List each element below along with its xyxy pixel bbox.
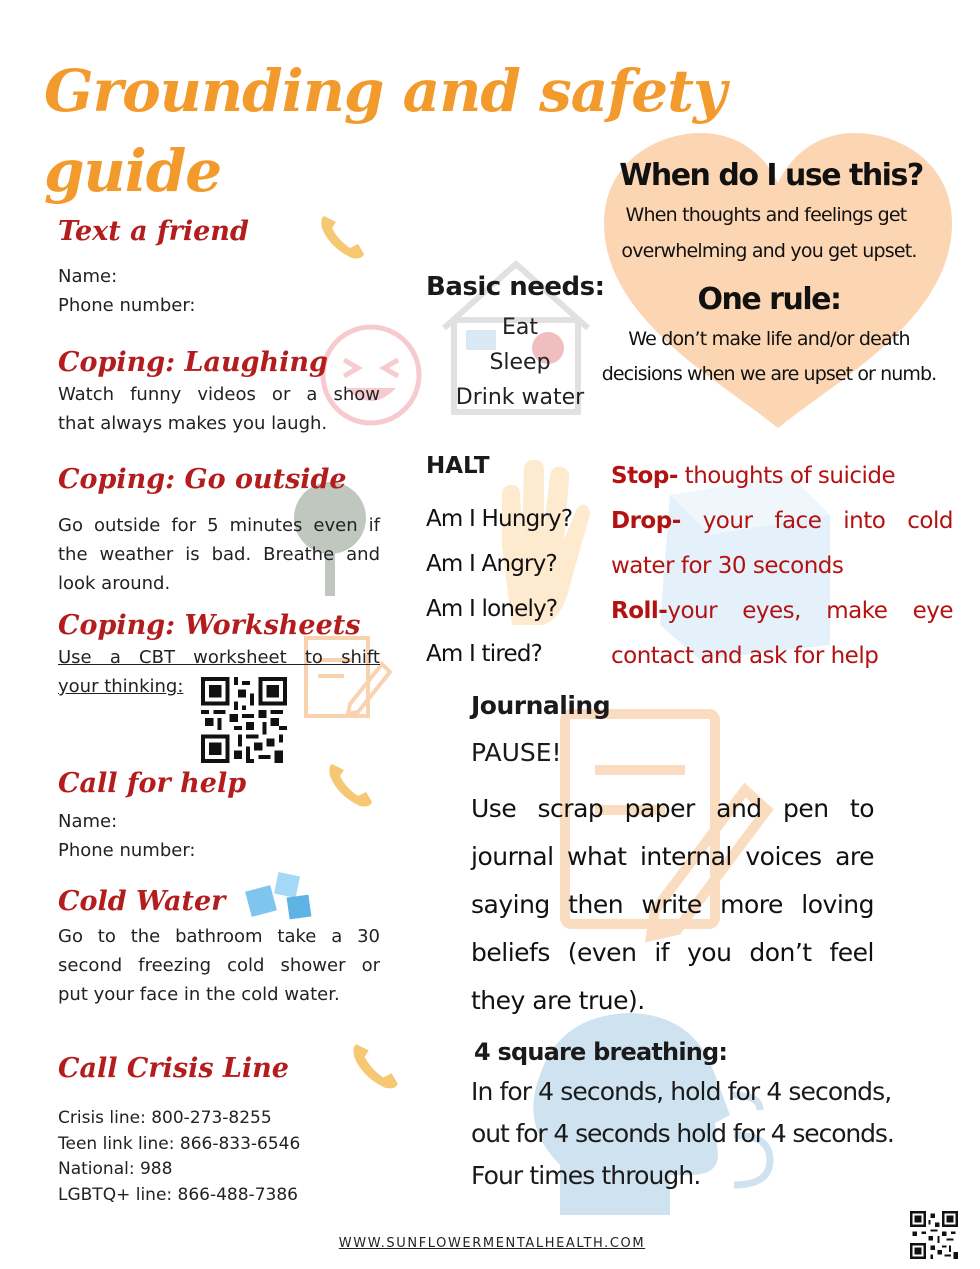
basic-need-item: Sleep — [489, 350, 551, 375]
journaling-line: Use scrap paper and pen to — [471, 794, 874, 823]
worksheets-heading: Coping: Worksheets — [58, 610, 361, 641]
drop-line — [611, 499, 953, 544]
outside-body-line1: Go outside for 5 minutes even if — [58, 515, 380, 536]
halt-item: Am I tired? — [426, 641, 543, 667]
laughing-body-line2: that always makes you laugh. — [58, 413, 328, 434]
one-rule-line2: decisions when we are upset or numb. — [601, 363, 937, 385]
basic-need-item: Drink water — [455, 385, 585, 410]
crisis-line-item: Teen link line: 866-833-6546 — [58, 1133, 301, 1154]
basic-needs-heading: Basic needs: — [426, 272, 605, 302]
drop-label: Drop- — [611, 508, 681, 534]
halt-item: Am I lonely? — [426, 596, 558, 622]
crisis-line-item: Crisis line: 800-273-8255 — [58, 1108, 272, 1128]
roll-label: Roll- — [611, 598, 668, 624]
one-rule-heading: One rule: — [697, 282, 841, 317]
journaling-line: journal what internal voices are — [471, 842, 874, 871]
call-help-heading: Call for help — [58, 768, 247, 799]
one-rule-line1: We don’t make life and/or death — [628, 328, 910, 350]
stop-label: Stop- — [611, 463, 678, 489]
page-title-line2: guide — [44, 137, 222, 205]
worksheets-body-line1[interactable]: Use a CBT worksheet to shift — [58, 647, 380, 668]
roll-line — [611, 589, 953, 634]
outside-heading: Coping: Go outside — [58, 464, 347, 495]
halt-item: Am I Angry? — [426, 551, 557, 577]
cold-water-heading: Cold Water — [58, 886, 226, 917]
cold-water-body-line2: second freezing cold shower or — [58, 955, 380, 976]
call-help-name-label: Name: — [58, 811, 118, 832]
breathing-line1: In for 4 seconds, hold for 4 seconds, — [471, 1077, 892, 1106]
breathing-heading: 4 square breathing: — [474, 1038, 728, 1066]
journaling-line: beliefs (even if you don’t feel — [471, 938, 874, 967]
outside-body-line2: the weather is bad. Breathe and — [58, 544, 380, 565]
text-friend-phone-label: Phone number: — [58, 295, 196, 316]
roll-text: your eyes, make eye — [667, 598, 953, 624]
worksheets-body-line2[interactable]: your thinking: — [58, 676, 184, 697]
ice-cubes-icon — [242, 866, 318, 928]
phone-icon — [318, 210, 368, 262]
website-link[interactable]: WWW.SUNFLOWERMENTALHEALTH.COM — [338, 1236, 646, 1251]
page-title-line1: Grounding and safety — [44, 57, 726, 125]
journaling-line: they are true). — [471, 986, 645, 1015]
roll-line2: contact and ask for help — [611, 643, 879, 669]
cold-water-body-line3: put your face in the cold water. — [58, 984, 340, 1005]
journaling-heading: Journaling — [471, 691, 611, 720]
breathing-line3: Four times through. — [471, 1161, 701, 1190]
when-heading: When do I use this? — [619, 158, 923, 193]
text-friend-heading: Text a friend — [58, 216, 249, 247]
basic-need-item: Eat — [501, 315, 538, 340]
text-friend-name-label: Name: — [58, 266, 118, 287]
when-body-line1: When thoughts and feelings get — [625, 204, 907, 226]
laughing-face-icon — [318, 322, 424, 428]
breathing-line2: out for 4 seconds hold for 4 seconds. — [471, 1119, 894, 1148]
crisis-heading: Call Crisis Line — [58, 1053, 289, 1084]
outside-body-line3: look around. — [58, 573, 171, 594]
phone-icon — [326, 758, 376, 810]
website-qr-code[interactable] — [910, 1211, 958, 1259]
journaling-line: saying then write more loving — [471, 890, 874, 919]
laughing-heading: Coping: Laughing — [58, 347, 328, 378]
crisis-line-item: National: 988 — [58, 1159, 173, 1179]
stop-line — [611, 454, 953, 499]
laughing-body-line1: Watch funny videos or a show — [58, 384, 380, 405]
when-body-line2: overwhelming and you get upset. — [621, 240, 917, 262]
call-help-phone-label: Phone number: — [58, 840, 196, 861]
halt-item: Am I Hungry? — [426, 506, 573, 532]
cold-water-body-line1: Go to the bathroom take a 30 — [58, 926, 380, 947]
crisis-line-item: LGBTQ+ line: 866-488-7386 — [58, 1184, 298, 1205]
stop-text: thoughts of suicide — [677, 463, 896, 489]
phone-icon — [350, 1038, 402, 1092]
halt-heading: HALT — [426, 453, 490, 479]
worksheet-qr-code[interactable] — [201, 677, 287, 763]
drop-line2: water for 30 seconds — [611, 553, 844, 579]
journaling-pause: PAUSE! — [471, 738, 562, 767]
drop-text: your face into cold — [680, 508, 953, 534]
